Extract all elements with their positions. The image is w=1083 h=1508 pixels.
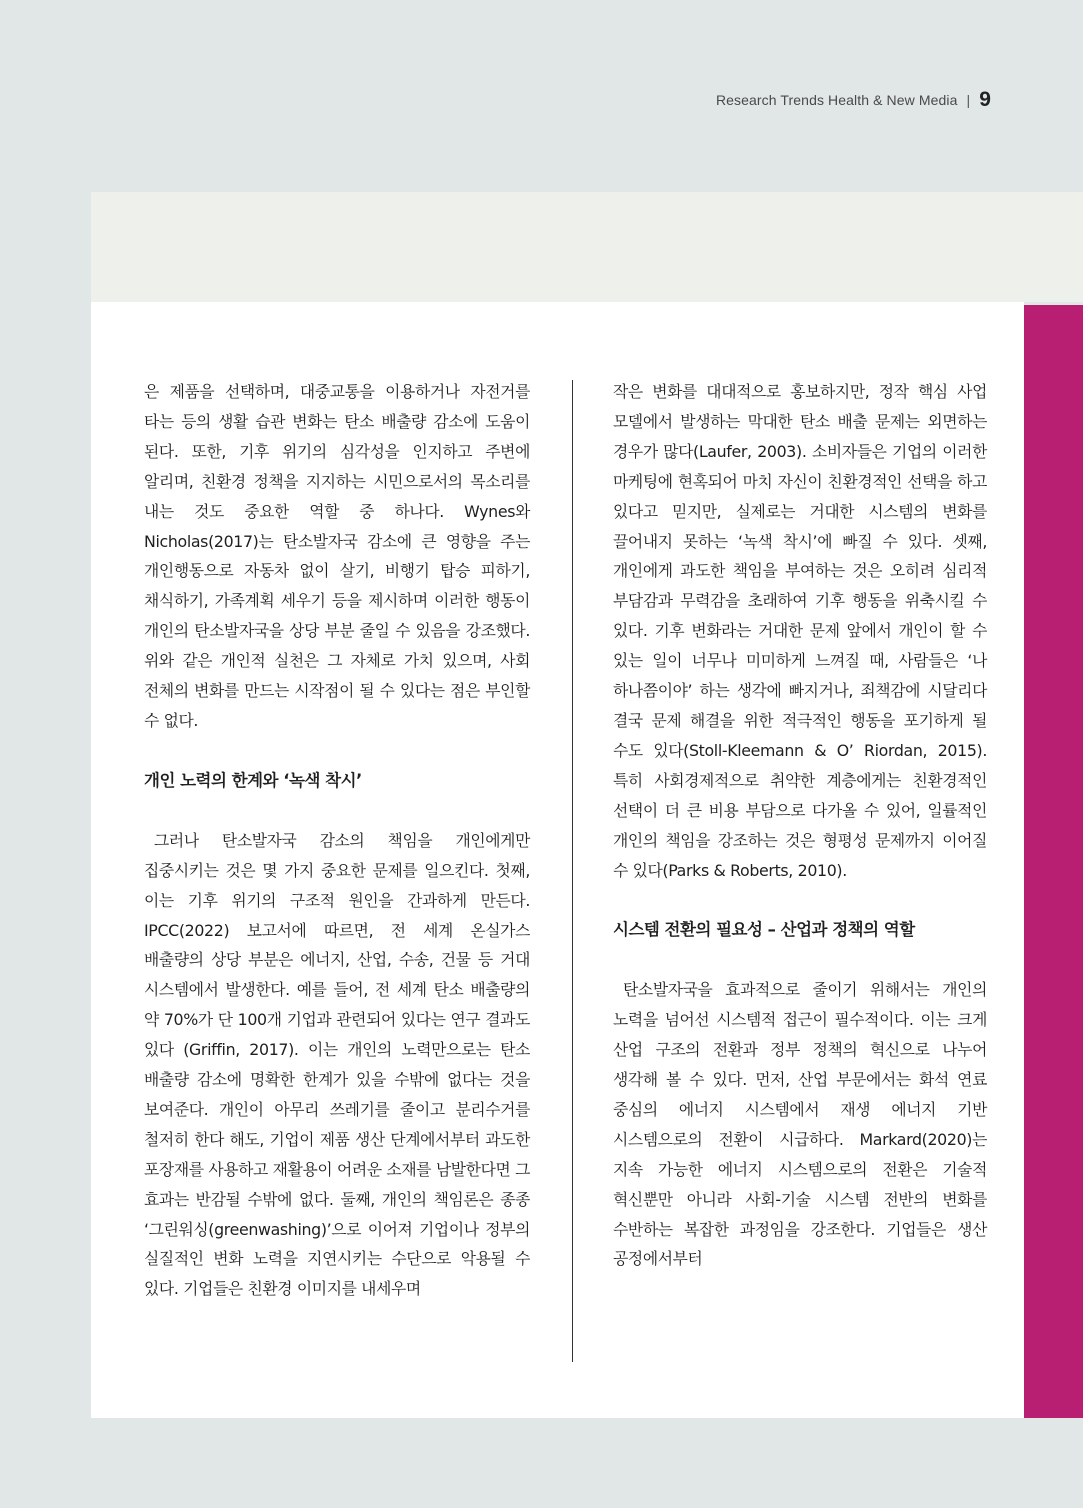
pale-banner-band <box>91 192 1083 302</box>
left-column <box>144 377 530 1304</box>
left-paragraph-2: 그러나 탄소발자국 감소의 책임을 개인에게만 집중시키는 것은 몇 가지 중요한 문제를 일으킨다. 첫째, 이는 기후 위기의 구조적 원인을 간과하게 만든다. IPCC(2022) 보고서에 따르면, 전 세계 온실가스 배출량의 상당 부분은 에너지, 산업, 수송, 건물 등 거대 시스템에서 발생한다. 예를 들어, 전 세계 탄소 배출량의 약 70%가 단 100개 기업과 관련되어 있다는 연구 결과도 있다 (Griffin, 2017). 이는 개인의 노력만으로는 탄소 배출량 감소에 명확한 한계가 있을 수밖에 없다는 것을 보여준다. 개인이 아무리 쓰레기를 줄이고 분리수거를 철저히 한다 해도, 기업이 제품 생산 단계에서부터 과도한 포장재를 사용하고 재활용이 어려운 소재를 남발한다면 그 효과는 반감될 수밖에 없다. 둘째, 개인의 책임론은 종종 ‘그린워싱(greenwashing)’으로 이어져 기업이나 정부의 실질적인 변화 노력을 지연시키는 수단으로 악용될 수 있다. 기업들은 친환경 이미지를 내세우며 <box>144 830 530 1299</box>
journal-title: Research Trends Health & New Media <box>715 92 958 108</box>
running-header <box>716 88 991 112</box>
left-paragraph-1: 은 제품을 선택하며, 대중교통을 이용하거나 자전거를 타는 등의 생활 습관 변화는 탄소 배출량 감소에 도움이 된다. 또한, 기후 위기의 심각성을 인지하고 주변에 알리며, 친환경 정책을 지지하는 시민으로서의 목소리를 내는 것도 중요한 역할 중 하나다. Wynes와 Nicholas(2017)는 탄소발자국 감소에 큰 영향을 주는 개인행동으로 자동차 없이 살기, 비행기 탑승 피하기, 채식하기, 가족계획 세우기 등을 제시하며 이러한 행동이 개인의 탄소발자국을 상당 부분 줄일 수 있음을 강조했다. 위와 같은 개인적 실천은 그 자체로 가치 있으며, 사회 전체의 변화를 만드는 시작점이 될 수 있다는 점은 부인할 수 없다. <box>144 382 530 730</box>
magenta-accent-bar <box>1024 305 1083 1418</box>
header-separator: | <box>966 92 971 108</box>
right-column <box>613 377 987 1274</box>
section-heading-system-transition: 시스템 전환의 필요성 – 산업과 정책의 역할 <box>613 920 915 940</box>
right-paragraph-1: 작은 변화를 대대적으로 홍보하지만, 정작 핵심 사업 모델에서 발생하는 막대한 탄소 배출 문제는 외면하는 경우가 많다(Laufer, 2003). 소비자들은 기업의 이러한 마케팅에 현혹되어 마치 자신이 친환경적인 선택을 하고 있다고 믿지만, 실제로는 거대한 시스템의 변화를 끌어내지 못하는 ‘녹색 착시’에 빠질 수 있다. 셋째, 개인에게 과도한 책임을 부여하는 것은 오히려 심리적 부담감과 무력감을 초래하여 기후 행동을 위축시킬 수 있다. 기후 변화라는 거대한 문제 앞에서 개인이 할 수 있는 일이 너무나 미미하게 느껴질 때, 사람들은 ‘나 하나쯤이야’ 하는 생각에 빠지거나, 죄책감에 시달리다 결국 문제 해결을 위한 적극적인 행동을 포기하게 될 수도 있다(Stoll-Kleemann & O’ Riordan, 2015). 특히 사회경제적으로 취약한 계층에게는 친환경적인 선택이 더 큰 비용 부담으로 다가올 수 있어, 일률적인 개인의 책임을 강조하는 것은 형평성 문제까지 이어질 수 있다(Parks & Roberts, 2010). <box>613 382 987 880</box>
page-number: 9 <box>979 88 991 111</box>
section-heading-individual-limits: 개인 노력의 한계와 ‘녹색 착시’ <box>144 770 362 790</box>
column-divider <box>572 380 573 1362</box>
right-paragraph-2: 탄소발자국을 효과적으로 줄이기 위해서는 개인의 노력을 넘어선 시스템적 접근이 필수적이다. 이는 크게 산업 구조의 전환과 정부 정책의 혁신으로 나누어 생각해 볼 수 있다. 먼저, 산업 부문에서는 화석 연료 중심의 에너지 시스템에서 재생 에너지 기반 시스템으로의 전환이 시급하다. Markard(2020)는 지속 가능한 에너지 시스템으로의 전환은 기술적 혁신뿐만 아니라 사회-기술 시스템 전반의 변화를 수반하는 복잡한 과정임을 강조한다. 기업들은 생산 공정에서부터 <box>613 980 987 1269</box>
